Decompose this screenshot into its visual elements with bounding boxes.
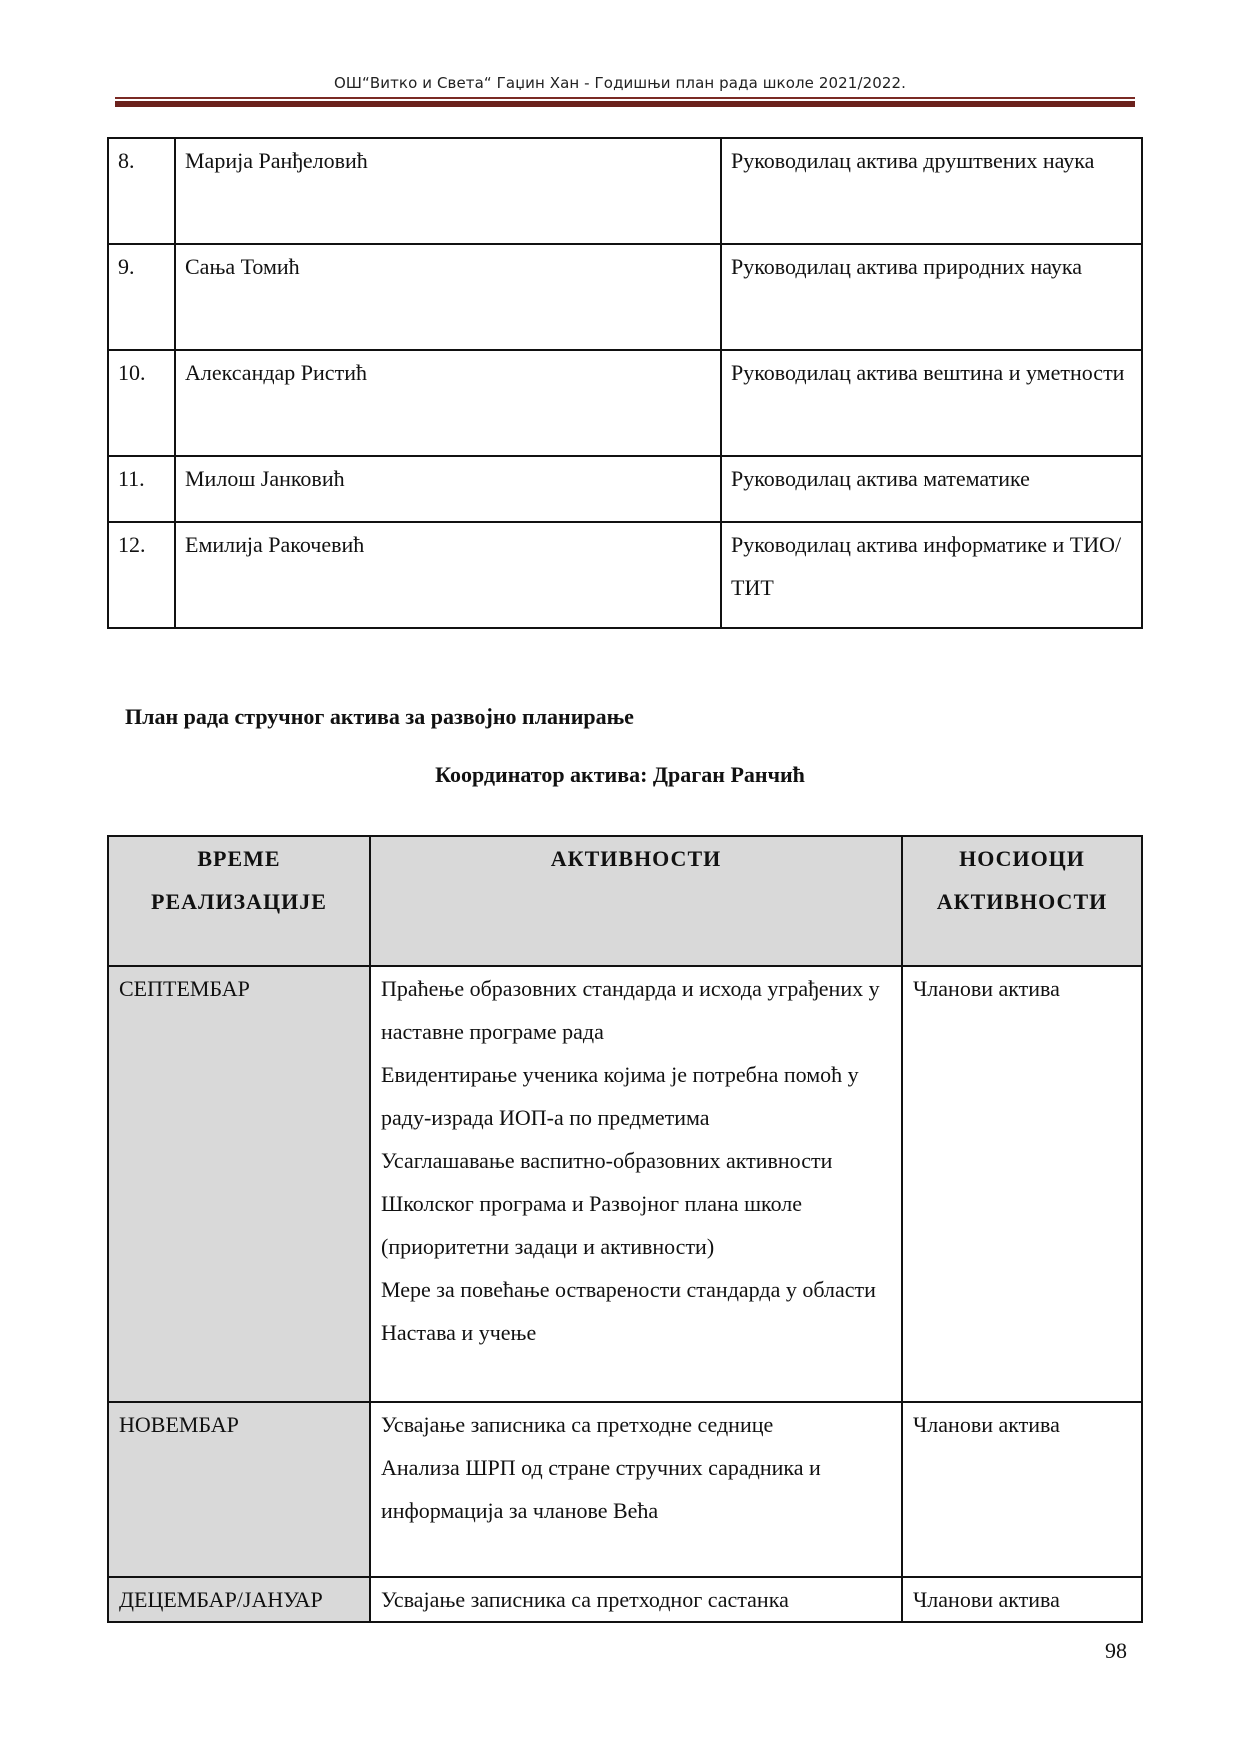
member-number: 9. [108, 244, 175, 350]
coordinator-line: Координатор актива: Драган Ранчић [435, 762, 805, 787]
header-rule-thick [115, 101, 1135, 107]
member-name: Александар Ристић [175, 350, 721, 456]
members-table [107, 137, 1143, 629]
table-row [108, 138, 1142, 244]
member-name: Сања Томић [175, 244, 721, 350]
member-number: 8. [108, 138, 175, 244]
activity-item: Анализа ШРП од стране стручних сарадника и информација за чланове Већа [381, 1455, 821, 1523]
member-role: Руководилац актива вештина и уметности [721, 350, 1142, 456]
member-name: Марија Ранђеловић [175, 138, 721, 244]
page-header: ОШ“Витко и Света“ Гаџин Хан - Годишњи план рада школе 2021/2022. [333, 74, 907, 92]
table-header-row [108, 836, 1142, 966]
member-name: Милош Јанковић [175, 456, 721, 522]
member-role: Руководилац актива природних наука [721, 244, 1142, 350]
member-number: 11. [108, 456, 175, 522]
section-title: План рада стручног актива за развојно планирање [125, 704, 634, 729]
table-row [108, 966, 1142, 1402]
row-carriers: Чланови актива [902, 1577, 1142, 1622]
table-row [108, 350, 1142, 456]
row-carriers: Чланови актива [902, 966, 1142, 1402]
row-carriers: Чланови актива [902, 1402, 1142, 1577]
header-carriers: НОСИОЦИ АКТИВНОСТИ [902, 836, 1142, 966]
table-row [108, 456, 1142, 522]
row-activities [370, 1402, 902, 1577]
row-activities [370, 966, 902, 1402]
activity-item: Усвајање записника са претходног састанка [381, 1587, 789, 1612]
member-role: Руководилац актива математике [721, 456, 1142, 522]
page-number: 98 [1105, 1638, 1127, 1663]
activity-item: Усаглашавање васпитно-образовних активности Школског програма и Развојног плана школе (приоритетни задаци и активности) [381, 1148, 833, 1259]
row-time: НОВЕМБАР [108, 1402, 370, 1577]
header-time: ВРЕМЕ РЕАЛИЗАЦИЈЕ [108, 836, 370, 966]
activity-item: Мере за повећање остварености стандарда у области Настава и учење [381, 1277, 876, 1345]
table-row [108, 1577, 1142, 1622]
activity-item: Евидентирање ученика којима је потребна помоћ у раду-израда ИОП-а по предметима [381, 1062, 859, 1130]
member-number: 12. [108, 522, 175, 628]
header-activities: АКТИВНОСТИ [370, 836, 902, 966]
member-name: Емилија Ракочевић [175, 522, 721, 628]
row-activities [370, 1577, 902, 1622]
member-number: 10. [108, 350, 175, 456]
table-row [108, 244, 1142, 350]
activity-item: Усвајање записника са претходне седнице [381, 1412, 774, 1437]
row-time: СЕПТЕМБАР [108, 966, 370, 1402]
member-role: Руководилац актива друштвених наука [721, 138, 1142, 244]
header-rule-thin [115, 97, 1135, 99]
activity-item: Праћење образовних стандарда и исхода уграђених у наставне програме рада [381, 976, 880, 1044]
plan-table [107, 835, 1143, 1623]
table-row [108, 1402, 1142, 1577]
member-role: Руководилац актива информатике и ТИО/ТИТ [721, 522, 1142, 628]
row-time: ДЕЦЕМБАР/ЈАНУАР [108, 1577, 370, 1622]
table-row [108, 522, 1142, 628]
